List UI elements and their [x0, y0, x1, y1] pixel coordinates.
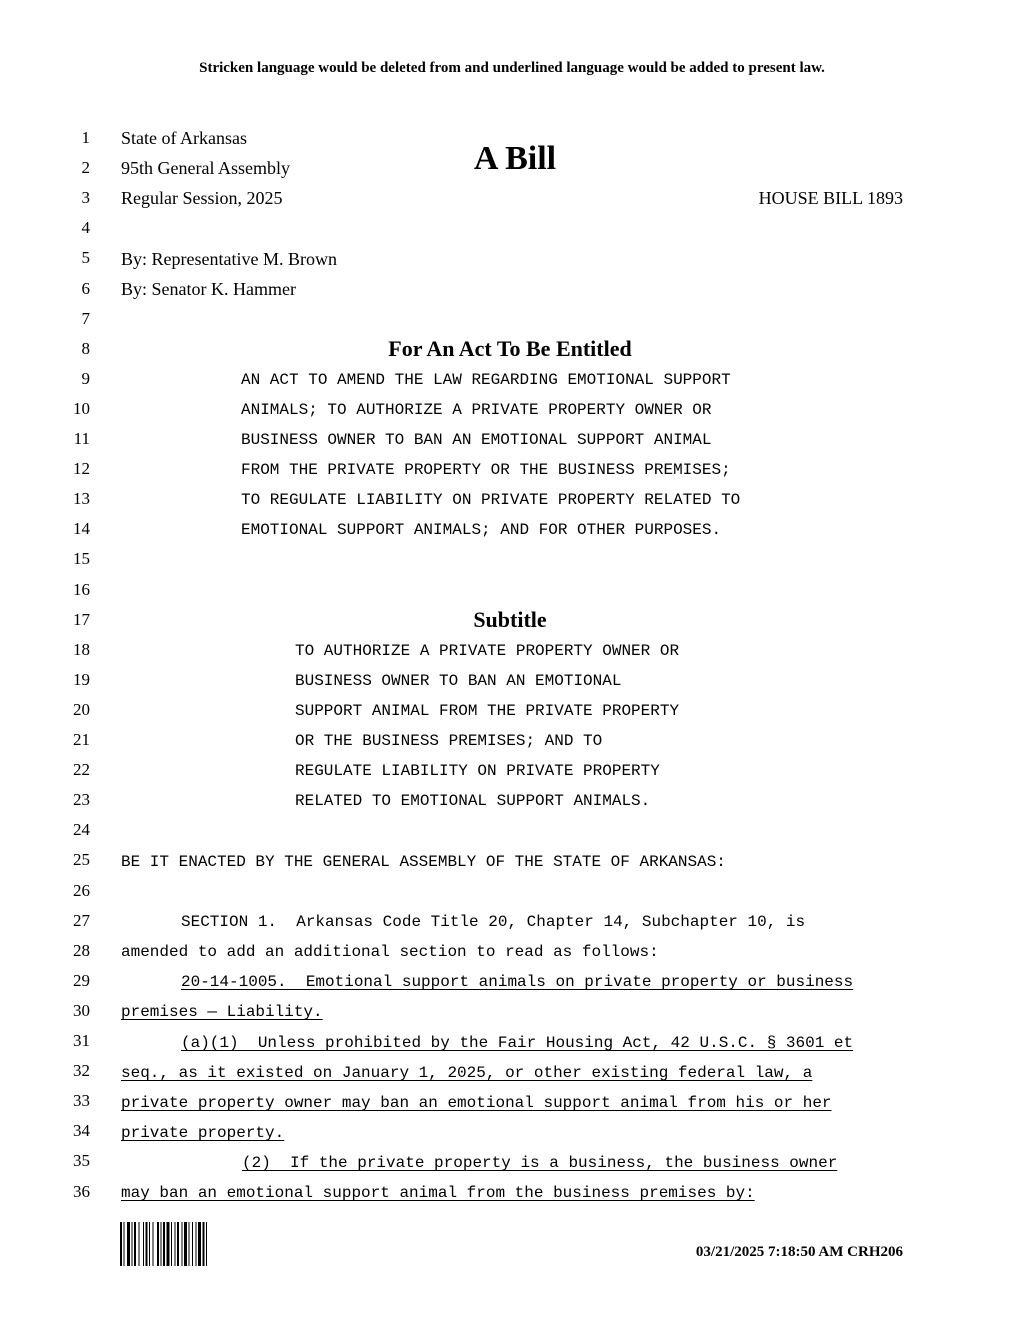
line-number: 8 — [81, 338, 90, 358]
line-number: 12 — [73, 459, 90, 479]
line-number: 33 — [73, 1091, 90, 1111]
act-title-line: FROM THE PRIVATE PROPERTY OR THE BUSINESS PREMISES; — [241, 461, 731, 479]
line-number: 21 — [73, 730, 90, 749]
line-number: 14 — [73, 519, 90, 539]
line-number: 20 — [73, 699, 90, 719]
subtitle-line: TO AUTHORIZE A PRIVATE PROPERTY OWNER OR — [295, 642, 680, 660]
line-number: 30 — [73, 1000, 90, 1020]
footer-timestamp: 03/21/2025 7:18:50 AM CRH206 — [695, 1244, 903, 1260]
line-number: 17 — [73, 609, 90, 629]
body-line-added: private property. — [121, 1124, 285, 1142]
bill-number-row — [0, 183, 903, 213]
line-number: 29 — [73, 970, 90, 990]
line-number: 27 — [73, 910, 90, 930]
line-number: 28 — [73, 940, 90, 960]
session: Regular Session, 2025 — [121, 188, 283, 208]
sponsor-representative: By: Representative M. Brown — [121, 249, 337, 269]
line-number: 5 — [81, 248, 90, 268]
line-number: 36 — [73, 1181, 90, 1201]
sponsor-senator: By: Senator K. Hammer — [121, 279, 296, 299]
line-number: 16 — [73, 579, 90, 599]
line-number: 19 — [73, 669, 90, 689]
line-number: 22 — [73, 760, 90, 780]
subtitle-line: SUPPORT ANIMAL FROM THE PRIVATE PROPERTY — [295, 702, 680, 720]
line-number: 2 — [81, 158, 90, 178]
act-title-line: AN ACT TO AMEND THE LAW REGARDING EMOTIONAL SUPPORT — [241, 371, 731, 389]
line-number: 4 — [81, 218, 90, 238]
act-title-line: ANIMALS; TO AUTHORIZE A PRIVATE PROPERTY OWNER OR — [241, 401, 712, 419]
act-title-line: TO REGULATE LIABILITY ON PRIVATE PROPERTY RELATED TO — [241, 491, 741, 509]
line-number: 25 — [73, 850, 90, 870]
line-number: 31 — [73, 1031, 90, 1050]
line-number: 26 — [73, 880, 90, 900]
section-heading: SECTION 1. Arkansas Code Title 20, Chapter 14, Subchapter 10, is — [181, 913, 806, 931]
bill-number: HOUSE BILL 1893 — [758, 188, 903, 208]
enacting-clause: BE IT ENACTED BY THE GENERAL ASSEMBLY OF THE STATE OF ARKANSAS: — [121, 853, 726, 871]
body-line-added: seq., as it existed on January 1, 2025, or other existing federal law, a — [121, 1064, 813, 1082]
line-number: 18 — [73, 639, 90, 659]
body-line: amended to add an additional section to read as follows: — [121, 943, 659, 961]
line-number: 35 — [73, 1151, 90, 1171]
line-number: 10 — [73, 398, 90, 418]
line-number: 3 — [81, 188, 90, 208]
line-number: 23 — [73, 790, 90, 810]
state-name: State of Arkansas — [121, 128, 247, 148]
line-number: 7 — [81, 308, 90, 328]
act-title-line: BUSINESS OWNER TO BAN AN EMOTIONAL SUPPORT ANIMAL — [241, 431, 712, 449]
act-title-line: EMOTIONAL SUPPORT ANIMALS; AND FOR OTHER PURPOSES. — [241, 521, 722, 539]
barcode-icon — [120, 1222, 250, 1266]
line-number: 24 — [73, 820, 90, 840]
subsection-a2: (2) If the private property is a business, the business owner — [242, 1154, 838, 1172]
line-number: 34 — [73, 1121, 90, 1141]
line-number: 15 — [73, 549, 90, 569]
line-number: 9 — [81, 368, 90, 388]
subtitle-line: BUSINESS OWNER TO BAN AN EMOTIONAL — [295, 672, 622, 690]
subsection-a1: (a)(1) Unless prohibited by the Fair Housing Act, 42 U.S.C. § 3601 et — [181, 1034, 854, 1052]
line-number: 6 — [81, 278, 90, 298]
subtitle-line: REGULATE LIABILITY ON PRIVATE PROPERTY — [295, 762, 660, 780]
line-number: 32 — [73, 1061, 90, 1081]
act-heading: For An Act To Be Entitled — [388, 336, 632, 361]
line-number: 1 — [81, 128, 90, 147]
subtitle-heading: Subtitle — [473, 607, 547, 632]
subtitle-line: RELATED TO EMOTIONAL SUPPORT ANIMALS. — [295, 792, 651, 810]
body-line-added: may ban an emotional support animal from the business premises by: — [121, 1184, 755, 1202]
general-assembly: 95th General Assembly — [121, 158, 290, 178]
line-number: 13 — [73, 489, 90, 509]
subtitle-line: OR THE BUSINESS PREMISES; AND TO — [295, 732, 603, 750]
new-section-title-cont: premises — Liability. — [121, 1003, 323, 1021]
bill-title: A Bill — [473, 140, 557, 177]
new-section-title: 20-14-1005. Emotional support animals on private property or business — [181, 973, 854, 991]
amendment-notice: Stricken language would be deleted from and underlined language would be added to present law. — [199, 60, 825, 76]
body-line-added: private property owner may ban an emotional support animal from his or her — [121, 1094, 832, 1112]
line-number: 11 — [73, 429, 90, 448]
